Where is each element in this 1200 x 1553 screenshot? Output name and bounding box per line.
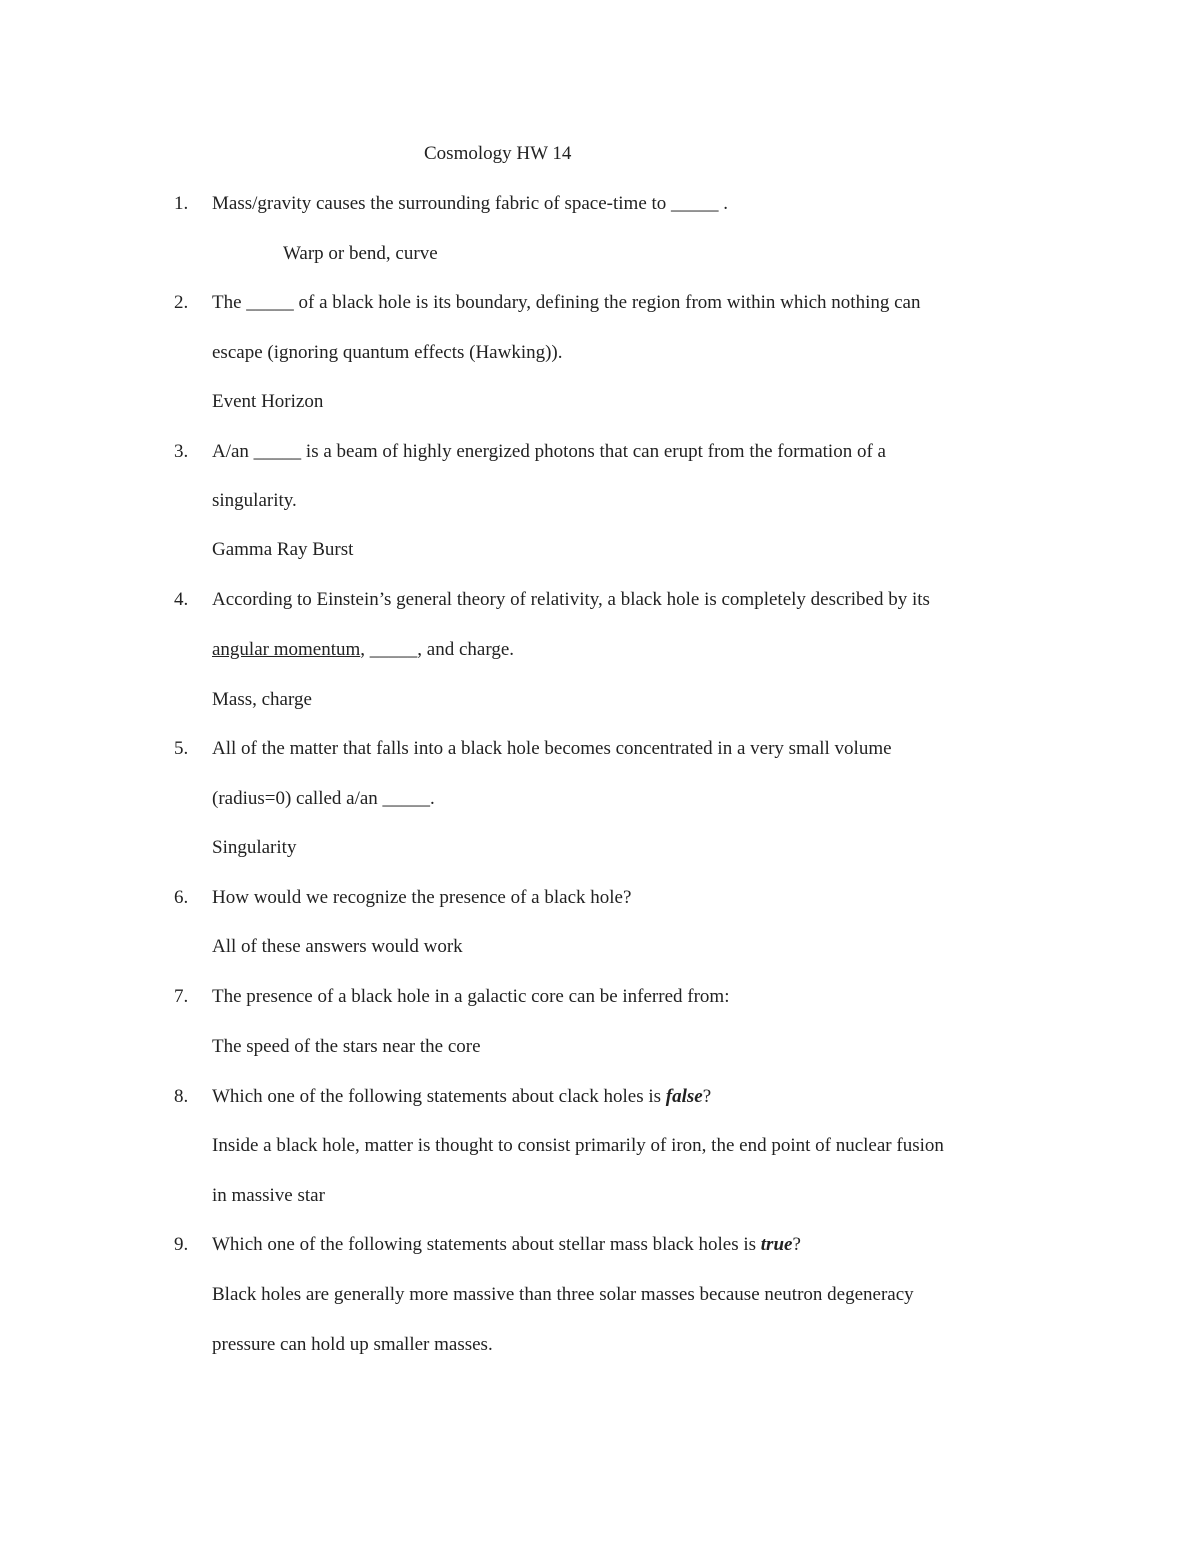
question-text: The presence of a black hole in a galactic core can be inferred from: <box>212 986 730 1007</box>
question-text-end: ? <box>792 1234 801 1255</box>
question-number: 2. <box>174 292 189 313</box>
emphasized-word: true <box>760 1234 793 1255</box>
answer-text: Black holes are generally more massive than three solar masses because neutron degeneracy <box>212 1284 914 1305</box>
question-number: 9. <box>174 1234 189 1255</box>
question-text: The _____ of a black hole is its boundary, defining the region from within which nothing can <box>212 292 921 313</box>
answer-text: All of these answers would work <box>212 936 463 957</box>
question-text-line <box>212 1233 801 1257</box>
question-text: Which one of the following statements about clack holes is <box>212 1086 666 1107</box>
question-number: 5. <box>174 738 189 759</box>
question-text: How would we recognize the presence of a black hole? <box>212 887 632 908</box>
question-text: Which one of the following statements about stellar mass black holes is <box>212 1234 761 1255</box>
answer-text: in massive star <box>212 1185 325 1206</box>
answer-text: Gamma Ray Burst <box>212 539 354 560</box>
question-number: 7. <box>174 986 189 1007</box>
question-text-end: ? <box>702 1086 712 1107</box>
question-text: escape (ignoring quantum effects (Hawking)). <box>212 342 563 363</box>
question-text-line <box>212 1085 711 1109</box>
question-text-rest: , _____, and charge. <box>360 639 514 660</box>
question-text: All of the matter that falls into a black hole becomes concentrated in a very small volume <box>212 738 892 759</box>
question-text: Mass/gravity causes the surrounding fabric of space-time to _____ . <box>212 193 729 214</box>
answer-text: Warp or bend, curve <box>283 243 438 264</box>
question-number: 1. <box>174 193 189 214</box>
emphasized-word: false <box>665 1086 703 1107</box>
underlined-term: angular momentum <box>212 639 361 660</box>
answer-text: pressure can hold up smaller masses. <box>212 1334 493 1355</box>
question-text: singularity. <box>212 490 297 511</box>
question-number: 3. <box>174 441 189 462</box>
answer-text: Mass, charge <box>212 689 312 710</box>
page-title: Cosmology HW 14 <box>424 143 572 164</box>
question-number: 8. <box>174 1086 189 1107</box>
question-number: 6. <box>174 887 189 908</box>
question-text-line <box>212 638 514 662</box>
answer-text: Event Horizon <box>212 391 324 412</box>
question-text: According to Einstein’s general theory of relativity, a black hole is completely described by its <box>212 589 930 610</box>
question-text: A/an _____ is a beam of highly energized photons that can erupt from the formation of a <box>212 441 886 462</box>
answer-text: Singularity <box>212 837 297 858</box>
answer-text: The speed of the stars near the core <box>212 1036 481 1057</box>
question-text: (radius=0) called a/an _____. <box>212 788 435 809</box>
answer-text: Inside a black hole, matter is thought to consist primarily of iron, the end point of nuclear fusion <box>212 1135 944 1156</box>
question-number: 4. <box>174 589 189 610</box>
